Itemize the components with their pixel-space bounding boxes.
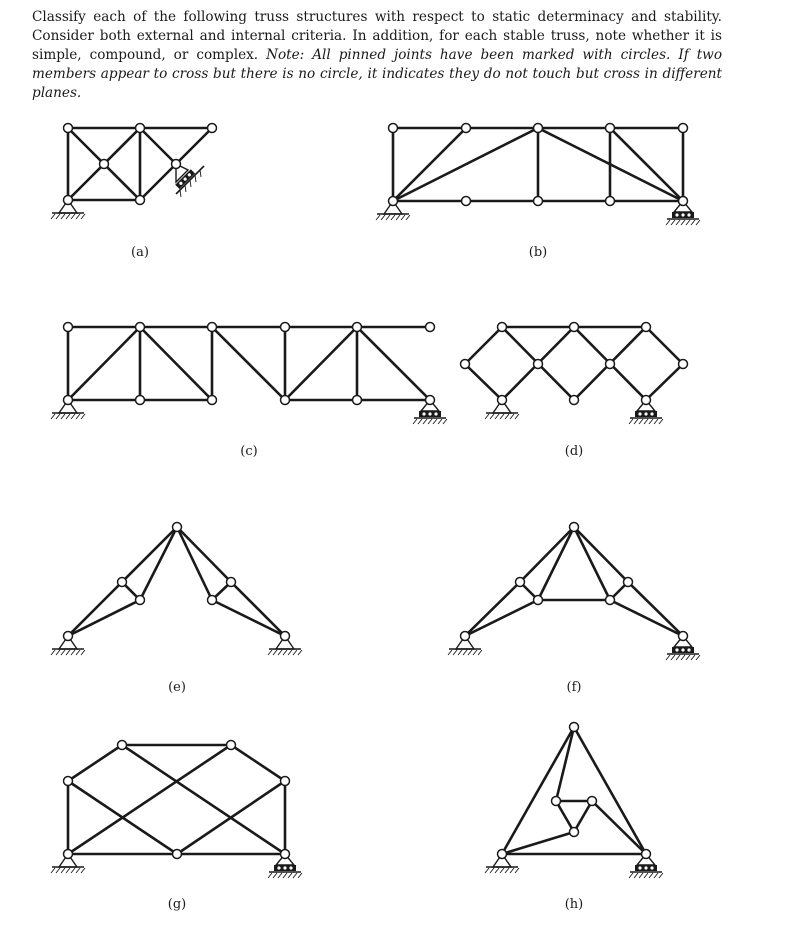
caption-h: (h) xyxy=(564,897,584,912)
truss-e xyxy=(51,523,302,696)
inclined-roller-support xyxy=(175,164,204,197)
caption-d: (d) xyxy=(564,444,584,459)
problem-note: Note: All pinned joints have been marked with circles. If two members appear to cross but there is no circle, it indicates they do not touch but cross in different planes. xyxy=(32,47,723,101)
problem-text: Classify each of the following truss structures with respect to static determinacy and stability. Consider both external and internal criteria. In addition, for each stable truss, note whether it is simple, compound, or complex. xyxy=(32,9,722,63)
truss-a xyxy=(51,124,217,261)
caption-c: (c) xyxy=(240,444,258,459)
caption-a: (a) xyxy=(131,245,149,260)
truss-d xyxy=(461,323,688,460)
truss-h xyxy=(485,723,663,913)
truss-f xyxy=(448,523,700,696)
truss-c xyxy=(51,323,447,460)
truss-b xyxy=(376,124,700,261)
truss-g xyxy=(51,741,302,913)
caption-e: (e) xyxy=(168,680,186,695)
caption-f: (f) xyxy=(566,680,582,695)
caption-b: (b) xyxy=(528,245,548,260)
caption-g: (g) xyxy=(167,897,187,912)
